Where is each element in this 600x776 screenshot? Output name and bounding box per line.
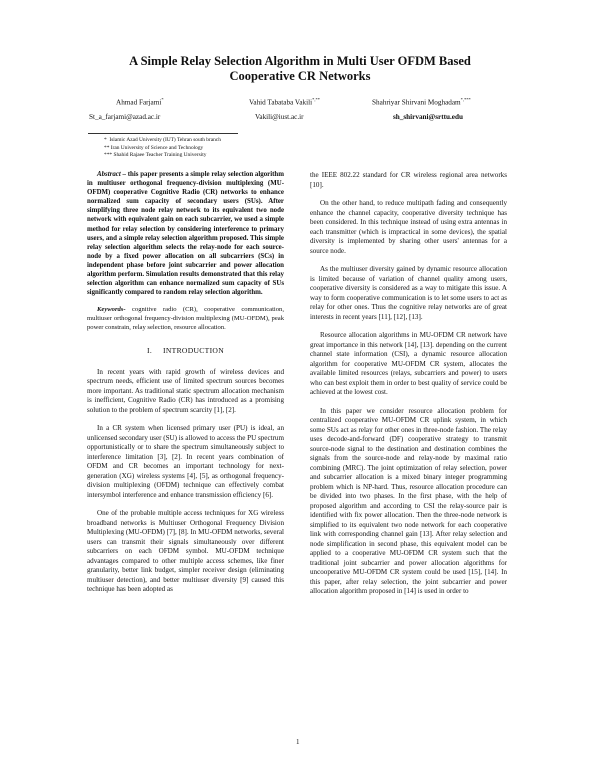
author-3 <box>372 95 471 107</box>
right-paragraph-3: As the multiuser diversity gained by dynamic resource allocation is limited because of variation of channel quality among users, cooperative diversity is considered as a way to mitigate this issue. A way to form cooperative communication is to let some users to act as relay for other ones. Thus the cognitive relay networks are of great interests in recent years [11], [12], [13]. <box>310 265 507 321</box>
abstract-label: Abstract <box>97 171 121 178</box>
author-2 <box>249 95 320 107</box>
right-paragraph-4: Resource allocation algorithms in MU-OFDM CR network have great importance in this network [14], [13]. depending on the current channel state information (CSI), a dynamic resource allocation algorithm for cooperative MU-OFDM CR system, allocates the available limited resources (relays, subcarriers and power) to users who can best exploit them in order to best quality of service could be achieved at the lowest cost. <box>310 331 507 396</box>
keywords <box>87 306 284 333</box>
keywords-text: cognitive radio (CR), cooperative communication, multiuser orthogonal frequency-division multiplexing (MU-OFDM), peak power constrain, relay selection, resource allocation. <box>87 306 284 332</box>
affiliation-1-mark: * <box>104 137 107 143</box>
affiliation-3 <box>104 152 221 160</box>
abstract-text: this paper presents a simple relay selection algorithm in multiuser orthogonal frequency-division multiplexing (MU-OFDM) cooperative Cognitive Radio (CR) networks to enhance normalized sum capacity of secondary users (SUs). After simplifying three node relay network to its equivalent two node network with equivalent gain on each subcarrier, we used a simple method for relay selection by considering interference to primary users, and a simple relay selection algorithm proposed. This simple relay selection algorithm selects the relay-node for each source-node by a fixed power allocation on all subcarriers (SCs) in independent phase before joint subcarrier and power allocation algorithm perform. Simulation results demonstrated that this relay selection algorithm can enhance normalized sum capacity of SUs significantly compared to random relay selection algorithm. <box>87 171 285 297</box>
author-1-mark: * <box>161 97 164 102</box>
author-3-email: sh_shirvani@srttu.edu <box>393 113 463 121</box>
author-3-name: Shahriyar Shirvani Moghadam <box>372 98 461 107</box>
left-column <box>87 170 284 595</box>
affiliation-divider <box>88 133 238 134</box>
left-paragraph-1: In recent years with rapid growth of wireless devices and spectrum needs, efficient use of limited spectrum sources becomes more important. As traditional static spectrum allocation mechanism is inefficient, Cognitive Radio (CR) has introduced as a promising solution to the problem of spectrum scarcity [1], [2]. <box>87 367 284 414</box>
affiliation-3-text: Shahid Rajaee Teacher Training University <box>113 152 207 158</box>
title-line-1: A Simple Relay Selection Algorithm in Multi User OFDM Based <box>129 54 471 68</box>
author-2-name: Vahid Tabataba Vakili <box>249 98 313 107</box>
right-paragraph-1: the IEEE 802.22 standard for CR wireless regional area networks [10]. <box>310 171 507 189</box>
author-1 <box>116 95 164 107</box>
affiliation-1 <box>104 137 221 145</box>
title-line-2: Cooperative CR Networks <box>229 69 371 83</box>
right-paragraph-2: On the other hand, to reduce multipath fading and consequently enhance the channel capacity, cooperative diversity technique has been considered. In this technique instead of using extra antennas in each transmitter (which is impractical in some devices), the spatial diversity is implemented by sharing other users' antennas for a source node. <box>310 199 507 255</box>
author-1-email: St_a_farjami@azad.ac.ir <box>89 113 161 121</box>
left-paragraph-2: In a CR system when licensed primary user (PU) is ideal, an unlicensed secondary user (SU) is allowed to access the PU spectrum opportunistically or to share the spectrum simultaneously subject to interference limitation [3], [2]. In recent years combination of OFDM and CR becomes an important technology for next-generation (XG) wireless systems [4], [5], as orthogonal frequency-division multiplexing (OFDM) technique can effectively combat intersymbol interference and enhance transmission efficiency [6]. <box>87 424 284 499</box>
right-paragraph-5: In this paper we consider resource allocation problem for centralized cooperative MU-OFDM CR uplink system, in which some SUs act as relay for other ones in three-node fashion. The relay uses decode-and-forward (DF) cooperative strategy to transmit source-node signal to the destination and destination combines the signals from the source-node and relay-node by maximal ratio combining (MRC). The joint optimization of relay selection, power and subcarrier allocation is a mixed binary integer programming problem which is NP-hard. Thus, resource allocation procedure can be divided into two phases. In the first phase, with the help of proposed algorithm and according to CSI the relay-source pair is identified with fix power allocation. Then the three-node network is simplified to its equivalent two node network for each cooperative link with corresponding channel gain [13]. After relay selection and node simplification in second phase, this equivalent model can be applied to a cooperative MU-OFDM CR system such that the traditional joint subcarrier and power allocation algorithms for uncooperative MU-OFDM CR system could be used [15], [14]. In this paper, after relay selection, the joint subcarrier and power allocation algorithm proposed in [14] is used in order to <box>310 406 507 595</box>
author-2-email: Vakili@iust.ac.ir <box>255 113 304 121</box>
affiliations <box>104 137 221 160</box>
paper-title <box>60 54 540 84</box>
section-heading-introduction: I. INTRODUCTION <box>147 346 224 356</box>
page-number: 1 <box>296 738 300 746</box>
right-column <box>310 171 507 597</box>
affiliation-1-text: Islamic Azad University (IUT) Tehran south branch <box>109 137 221 143</box>
affiliation-2-mark: ** <box>104 144 110 151</box>
author-3-mark: *,*** <box>460 97 471 102</box>
left-paragraph-3: One of the probable multiple access techniques for XG wireless broadband networks is Multiuser Orthogonal Frequency Division Multiplexing (MU-OFDM) [7], [8]. In MU-OFDM networks, several users can transmit their signals simultaneously over different subcarriers on each OFDM symbol. MU-OFDM technique advantages compared to other multiple access schemes, like finer granularity, better link budget, simpler receiver design (eliminating multiuser detection), and better multiuser diversity [9] caused this technique has been adopted as <box>87 509 284 594</box>
keywords-label: Keywords- <box>97 306 126 314</box>
author-1-name: Ahmad Farjami <box>116 98 162 107</box>
abstract-dash: – <box>120 171 128 178</box>
affiliation-2-text: Iran University of Science and Technology <box>110 144 204 151</box>
author-2-mark: *,** <box>312 97 320 102</box>
abstract <box>87 170 284 297</box>
affiliation-2 <box>104 145 221 153</box>
affiliation-3-mark: *** <box>104 152 113 158</box>
